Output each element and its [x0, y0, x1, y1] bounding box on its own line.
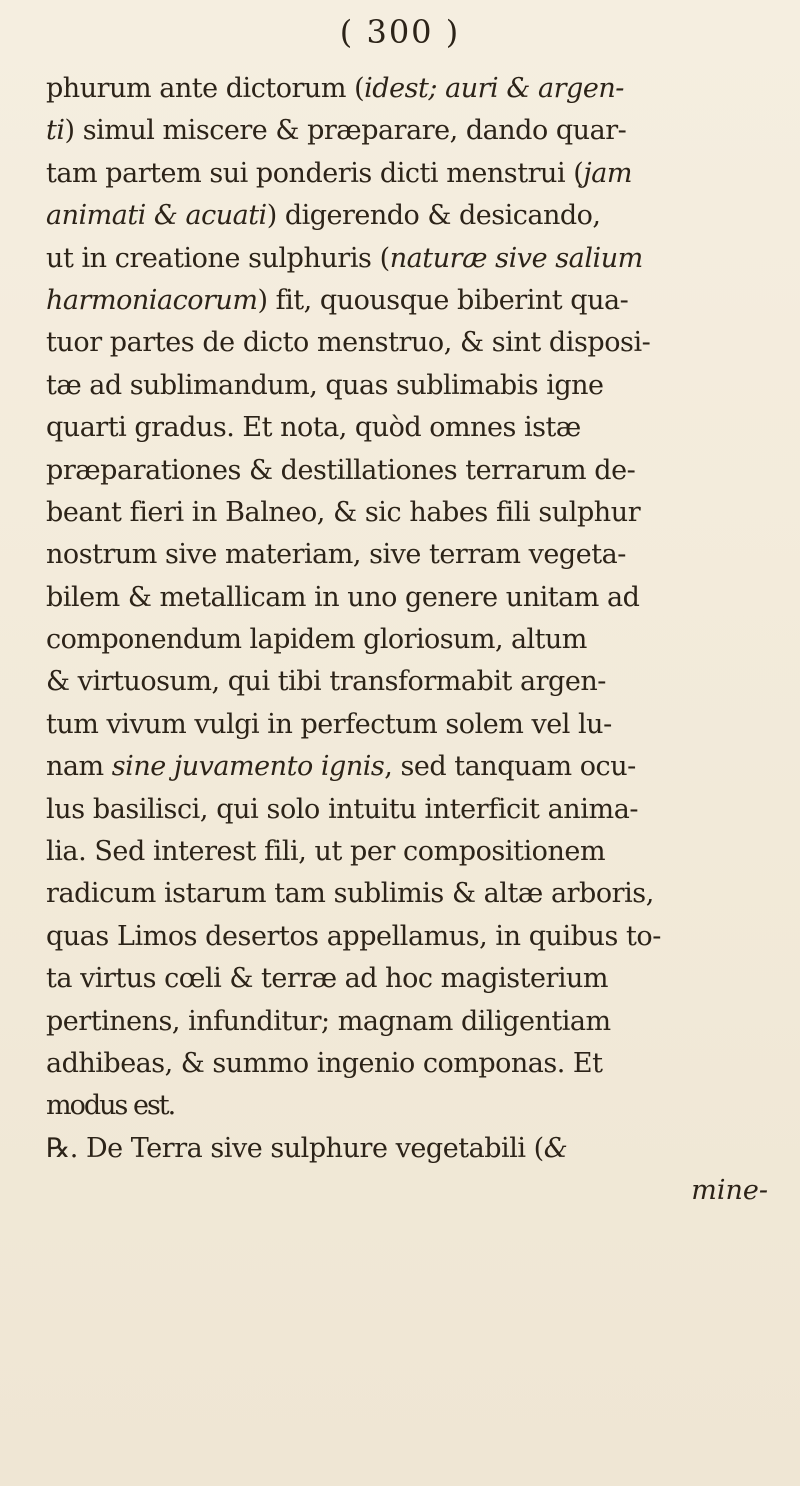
text-line [46, 450, 786, 492]
catchword: mine- [691, 1175, 768, 1207]
text-segment: phurum ante dictorum ( [46, 73, 365, 104]
text-line [46, 958, 786, 1000]
text-line [46, 492, 786, 534]
text-segment: nostrum sive materiam, sive terram vegeta- [46, 539, 626, 571]
text-line [46, 110, 786, 152]
body-text [46, 68, 786, 1213]
text-segment: bilem & metallicam in uno genere unitam ad [46, 581, 640, 613]
text-segment: idest; auri & argen- [364, 73, 624, 104]
text-segment: modus est. [46, 1090, 175, 1122]
text-segment: & [543, 1132, 568, 1164]
text-line [46, 68, 786, 110]
text-segment: ut in creatione sulphuris ( [46, 242, 390, 274]
text-line [46, 831, 786, 873]
text-segment: , sed tanquam ocu- [384, 751, 636, 783]
text-line [46, 661, 786, 703]
text-line [46, 577, 786, 619]
text-segment: lus basilisci, qui solo intuitu interficit anima- [46, 793, 639, 825]
text-segment: naturæ sive salium [389, 242, 643, 274]
text-segment: nam [46, 751, 112, 783]
text-line [46, 280, 786, 322]
text-segment: pertinens, infunditur; magnam diligentiam [46, 1005, 611, 1037]
text-segment: tuor partes de dicto menstruo, & sint disposi- [46, 327, 651, 359]
text-segment: ) fit, quousque biberint qua- [257, 284, 629, 316]
text-line [46, 153, 786, 195]
text-segment: adhibeas, & summo ingenio componas. Et [46, 1047, 603, 1079]
text-segment: tum vivum vulgi in perfectum solem vel lu- [46, 708, 612, 740]
text-segment: lia. Sed interest fili, ut per compositionem [46, 836, 606, 868]
text-line [46, 916, 786, 958]
text-line [46, 619, 786, 661]
text-segment: ) simul miscere & præparare, dando quar- [64, 115, 627, 147]
text-segment: ta virtus cœli & terræ ad hoc magisterium [46, 963, 609, 995]
text-line [46, 407, 786, 449]
text-line [46, 238, 786, 280]
text-segment: quas Limos desertos appellamus, in quibus to- [46, 920, 661, 952]
text-line [46, 365, 786, 407]
text-segment: beant fieri in Balneo, & sic habes fili sulphur [46, 496, 641, 528]
text-line [46, 746, 786, 788]
text-segment: animati & acuati [46, 200, 267, 232]
text-line [46, 1001, 786, 1043]
text-line [46, 873, 786, 915]
text-segment: præparationes & destillationes terrarum de- [46, 454, 636, 486]
text-line [46, 704, 786, 746]
text-segment: & virtuosum, qui tibi transformabit argen- [46, 666, 606, 698]
text-line [46, 1043, 786, 1085]
text-segment: radicum istarum tam sublimis & altæ arboris, [46, 878, 654, 910]
text-segment: tæ ad sublimandum, quas sublimabis igne [46, 369, 604, 401]
text-line [46, 322, 786, 364]
text-line [46, 534, 786, 576]
page-number: ( 300 ) [339, 13, 461, 51]
text-line [46, 1085, 786, 1127]
text-segment: ti [46, 115, 65, 147]
text-segment: quarti gradus. Et nota, quòd omnes istæ [46, 412, 581, 444]
text-line [46, 1128, 786, 1170]
text-segment: ℞. De Terra sive sulphure vegetabili ( [46, 1132, 544, 1164]
text-segment: sine juvamento ignis [111, 751, 385, 783]
text-segment: ) digerendo & desicando, [266, 200, 601, 232]
text-segment: harmoniacorum [46, 284, 258, 316]
text-segment: jam [583, 157, 632, 189]
text-segment: tam partem sui ponderis dicti menstrui ( [46, 157, 584, 189]
text-line [46, 789, 786, 831]
text-line [46, 195, 786, 237]
text-segment: componendum lapidem gloriosum, altum [46, 624, 587, 656]
